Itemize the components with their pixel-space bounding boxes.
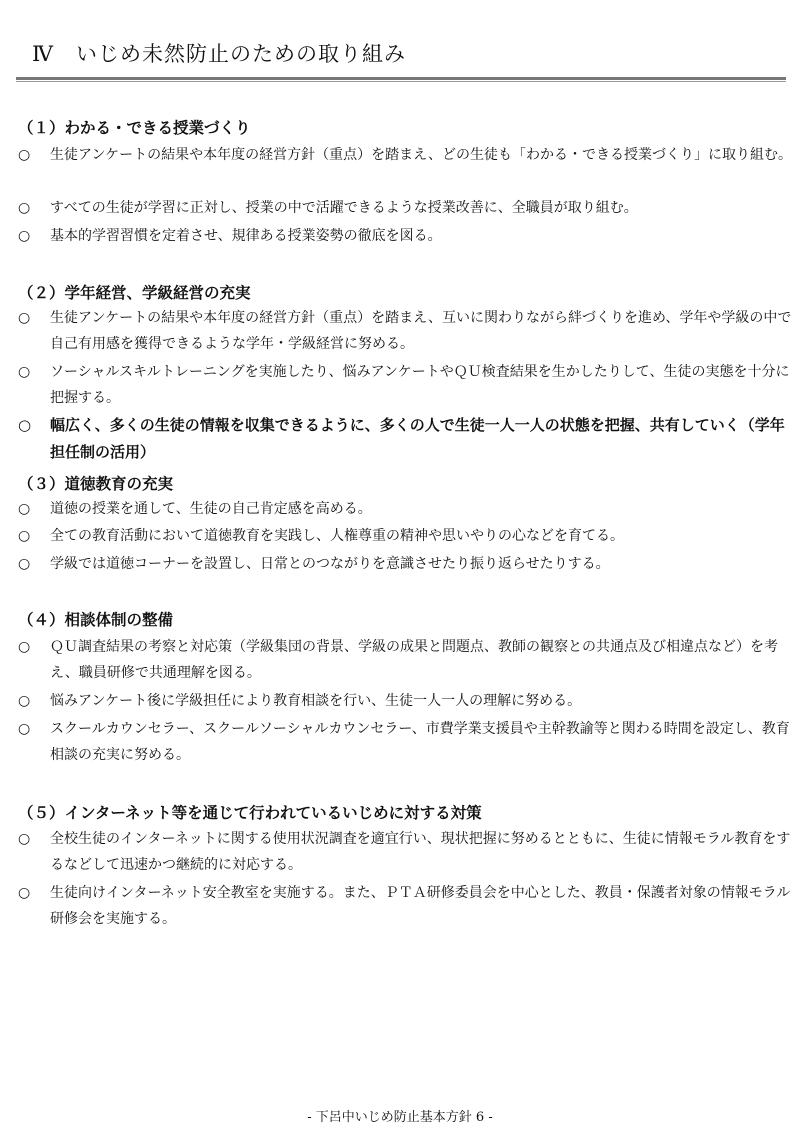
list-item xyxy=(18,688,793,714)
list-item xyxy=(18,412,793,466)
section-heading-2: （２）学年経営、学級経営の充実 xyxy=(18,284,251,302)
section-heading-4: （４）相談体制の整備 xyxy=(18,611,174,629)
list-item xyxy=(18,826,793,878)
list-item xyxy=(18,551,793,577)
list-item xyxy=(18,523,793,549)
circle-bullet-icon: ○ xyxy=(18,228,31,244)
list-item xyxy=(18,142,793,168)
circle-bullet-icon: ○ xyxy=(18,200,31,216)
item-text: 悩みアンケート後に学級担任により教育相談を行い、生徒一人一人の理解に努める。 xyxy=(50,693,582,709)
circle-bullet-icon: ○ xyxy=(18,416,32,434)
list-item xyxy=(18,880,793,932)
title-divider-thin xyxy=(16,81,786,82)
section-heading-3: （３）道徳教育の充実 xyxy=(18,475,174,493)
title-divider xyxy=(16,77,786,80)
list-item xyxy=(18,634,793,686)
list-item xyxy=(18,359,793,411)
circle-bullet-icon: ○ xyxy=(18,501,31,517)
item-text: 全校生徒のインターネットに関する使用状況調査を適宜行い、現状把握に努めるとともに、生徒に情報モラル教育をするなどして迅速かつ継続的に対応する。 xyxy=(50,831,791,873)
item-text: 道徳の授業を通して、生徒の自己肯定感を高める。 xyxy=(50,501,372,517)
circle-bullet-icon: ○ xyxy=(18,556,31,572)
circle-bullet-icon: ○ xyxy=(18,831,31,847)
item-text: ソーシャルスキルトレーニングを実施したり、悩みアンケートやＱＵ検査結果を生かしたりして、生徒の実態を十分に把握する。 xyxy=(50,364,790,406)
section-heading-1: （１）わかる・できる授業づくり xyxy=(18,119,251,137)
item-text: 生徒アンケートの結果や本年度の経営方針（重点）を踏まえ、互いに関わりながら絆づくりを進め、学年や学級の中で自己有用感を獲得できるような学年・学級経営に努める。 xyxy=(50,310,792,352)
list-item xyxy=(18,496,793,522)
list-item xyxy=(18,223,793,249)
item-text: 幅広く、多くの生徒の情報を収集できるように、多くの人で生徒一人一人の状態を把握、共有していく（学年担任制の活用） xyxy=(50,416,785,461)
circle-bullet-icon: ○ xyxy=(18,721,31,737)
item-text: すべての生徒が学習に正対し、授業の中で活躍できるような授業改善に、全職員が取り組む。 xyxy=(50,200,638,216)
page-title: Ⅳ いじめ未然防止のための取り組み xyxy=(32,42,406,66)
item-text: 生徒向けインターネット安全教室を実施する。また、ＰＴＡ研修委員会を中心とした、教員・保護者対象の情報モラル研修会を実施する。 xyxy=(50,885,791,927)
list-item xyxy=(18,195,793,221)
list-item xyxy=(18,716,793,768)
circle-bullet-icon: ○ xyxy=(18,147,31,163)
page-footer: - 下呂中いじめ防止基本方針 6 - xyxy=(307,1110,493,1125)
item-text: 学級では道徳コーナーを設置し、日常とのつながりを意識させたり振り返らせたりする。 xyxy=(50,556,610,572)
item-text: 全ての教育活動において道徳教育を実践し、人権尊重の精神や思いやりの心などを育てる。 xyxy=(50,528,624,544)
circle-bullet-icon: ○ xyxy=(18,310,31,326)
item-text: 生徒アンケートの結果や本年度の経営方針（重点）を踏まえ、どの生徒も「わかる・できる授業づくり」に取り組む。 xyxy=(50,147,792,163)
circle-bullet-icon: ○ xyxy=(18,693,31,709)
section-heading-5: （５）インターネット等を通じて行われているいじめに対する対策 xyxy=(18,804,482,822)
list-item xyxy=(18,305,793,357)
circle-bullet-icon: ○ xyxy=(18,885,31,901)
item-text: スクールカウンセラー、スクールソーシャルカウンセラー、市費学業支援員や主幹教諭等と関わる時間を設定し、教育相談の充実に努める。 xyxy=(50,721,790,763)
item-text: ＱＵ調査結果の考察と対応策（学級集団の背景、学級の成果と問題点、教師の観察との共通点及び相違点など）を考え、職員研修で共通理解を図る。 xyxy=(50,639,778,681)
circle-bullet-icon: ○ xyxy=(18,528,31,544)
circle-bullet-icon: ○ xyxy=(18,364,31,380)
item-text: 基本的学習習慣を定着させ、規律ある授業姿勢の徹底を図る。 xyxy=(50,228,442,244)
circle-bullet-icon: ○ xyxy=(18,639,31,655)
